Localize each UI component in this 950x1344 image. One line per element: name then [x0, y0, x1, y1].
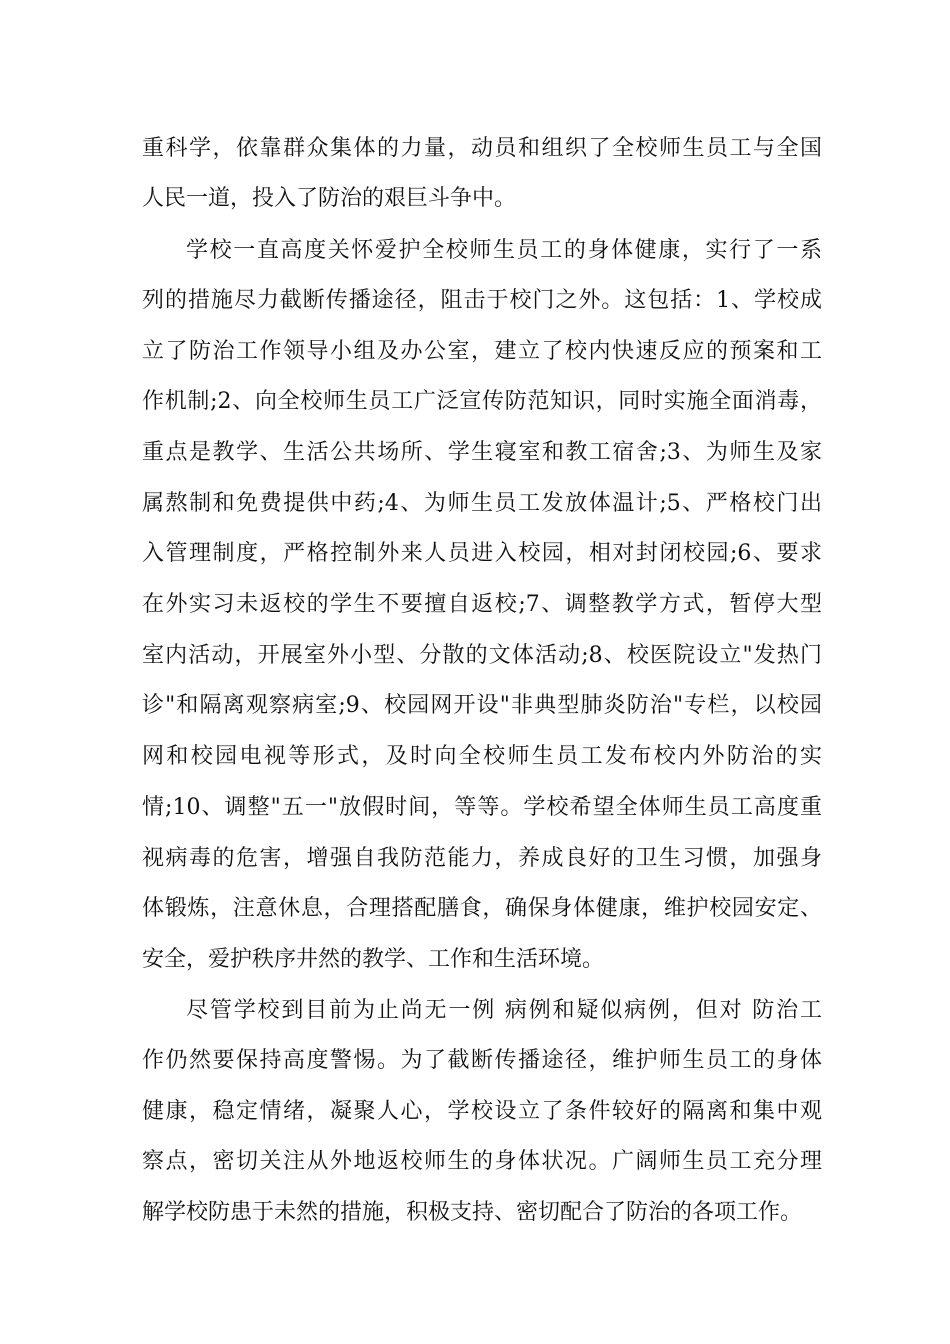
paragraph-2-line-3: 立了防治工作领导小组及办公室，建立了校内快速反应的预案和工: [142, 339, 822, 364]
paragraph-2-line-14: 体锻炼，注意休息，合理搭配膳食，确保身体健康，维护校园安定、: [142, 896, 822, 921]
paragraph-2-line-1: 学校一直高度关怀爱护全校师生员工的身体健康，实行了一系: [186, 238, 822, 263]
paragraph-2-line-10: 诊"和隔离观察病室;9、校园网开设"非典型肺炎防治"专栏，以校园: [142, 693, 822, 718]
paragraph-2-line-9: 室内活动，开展室外小型、分散的文体活动;8、校医院设立"发热门: [142, 643, 822, 668]
paragraph-2-line-7: 入管理制度，严格控制外来人员进入校园，相对封闭校园;6、要求: [142, 541, 822, 566]
paragraph-2-line-2: 列的措施尽力截断传播途径，阻击于校门之外。这包括：1、学校成: [142, 288, 822, 313]
paragraph-1-line-1: 重科学，依靠群众集体的力量，动员和组织了全校师生员工与全国: [142, 136, 822, 161]
paragraph-3-line-2: 作仍然要保持高度警惕。为了截断传播途径，维护师生员工的身体: [142, 1048, 822, 1073]
paragraph-2-line-6: 属熬制和免费提供中药;4、为师生员工发放体温计;5、严格校门出: [142, 491, 822, 516]
paragraph-2-line-15: 安全，爱护秩序井然的教学、工作和生活环境。: [142, 947, 605, 972]
paragraph-2-line-13: 视病毒的危害，增强自我防范能力，养成良好的卫生习惯，加强身: [142, 846, 822, 871]
paragraph-3-line-4: 察点，密切关注从外地返校师生的身体状况。广阔师生员工充分理: [142, 1149, 822, 1174]
paragraph-3-line-3: 健康，稳定情绪，凝聚人心，学校设立了条件较好的隔离和集中观: [142, 1099, 822, 1124]
paragraph-2-line-11: 网和校园电视等形式，及时向全校师生员工发布校内外防治的实: [142, 744, 822, 769]
paragraph-2-line-5: 重点是教学、生活公共场所、学生寝室和教工宿舍;3、为师生及家: [142, 440, 822, 465]
paragraph-2-line-4: 作机制;2、向全校师生员工广泛宣传防范知识，同时实施全面消毒，: [142, 389, 822, 414]
paragraph-2-line-12: 情;10、调整"五一"放假时间，等等。学校希望全体师生员工高度重: [142, 795, 822, 820]
paragraph-1-line-2: 人民一道，投入了防治的艰巨斗争中。: [142, 186, 517, 211]
paragraph-2-line-8: 在外实习未返校的学生不要擅自返校;7、调整教学方式，暂停大型: [142, 592, 822, 617]
paragraph-3-line-5: 解学校防患于未然的措施，积极支持、密切配合了防治的各项工作。: [142, 1200, 803, 1225]
paragraph-3-line-1: 尽管学校到目前为止尚无一例 病例和疑似病例，但对 防治工: [186, 998, 822, 1023]
